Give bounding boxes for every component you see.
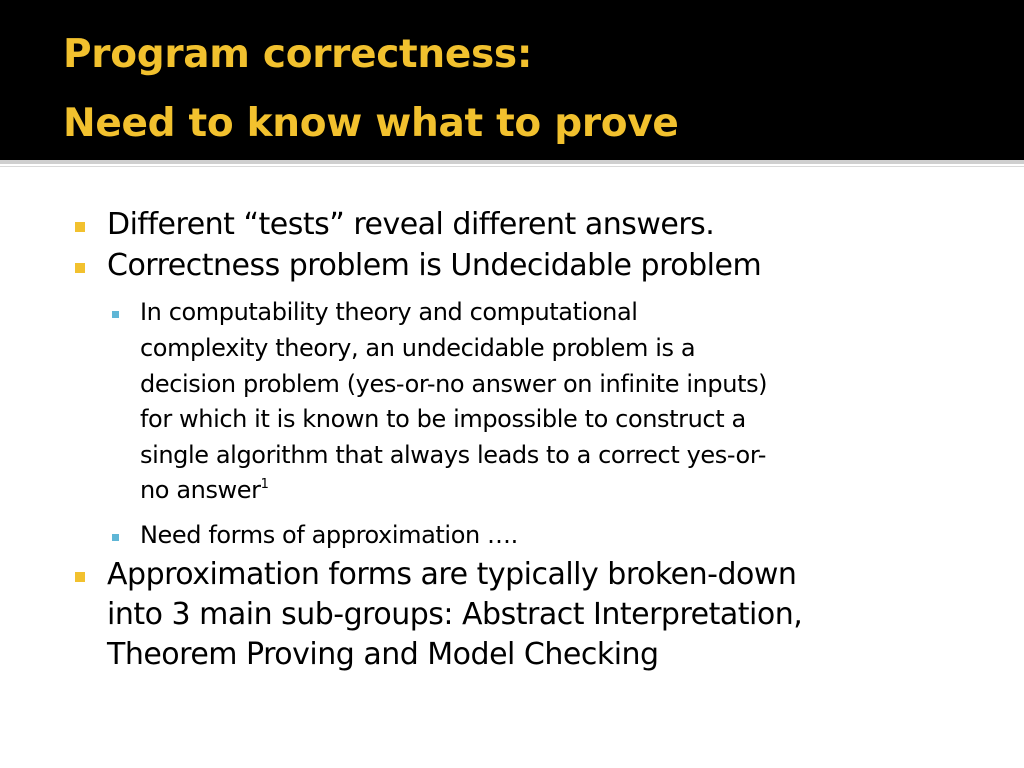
bullet-2-text: Correctness problem is Undecidable problem (107, 248, 762, 283)
title-divider (0, 160, 1024, 164)
sub-bullet-1-line-5: single algorithm that always leads to a correct yes-or- (140, 441, 767, 469)
sub-bullet-1-line-6 (140, 476, 268, 504)
sub-bullet-1-line-1: In computability theory and computational (140, 298, 638, 326)
slide-title-line-1: Program correctness: (63, 32, 533, 77)
title-bar (0, 0, 1024, 160)
bullet-marker (75, 263, 85, 273)
bullet-3-line-1: Approximation forms are typically broken-down (107, 557, 797, 592)
sub-bullet-1-line-6-text: no answer (140, 476, 261, 504)
bullet-1-text: Different “tests” reveal different answers. (107, 207, 715, 242)
sub-bullet-marker (112, 311, 119, 318)
sub-bullet-1-line-3: decision problem (yes-or-no answer on infinite inputs) (140, 370, 768, 398)
slide-title-line-2: Need to know what to prove (63, 101, 679, 146)
footnote-ref: 1 (260, 477, 269, 492)
sub-bullet-2-text: Need forms of approximation …. (140, 521, 518, 549)
sub-bullet-1-line-4: for which it is known to be impossible to construct a (140, 405, 746, 433)
bullet-3-line-3: Theorem Proving and Model Checking (107, 637, 659, 672)
bullet-marker (75, 222, 85, 232)
sub-bullet-marker (112, 534, 119, 541)
sub-bullet-1-line-2: complexity theory, an undecidable problem is a (140, 334, 696, 362)
bullet-marker (75, 572, 85, 582)
title-divider-thin (0, 166, 1024, 167)
bullet-3-line-2: into 3 main sub-groups: Abstract Interpretation, (107, 597, 803, 632)
